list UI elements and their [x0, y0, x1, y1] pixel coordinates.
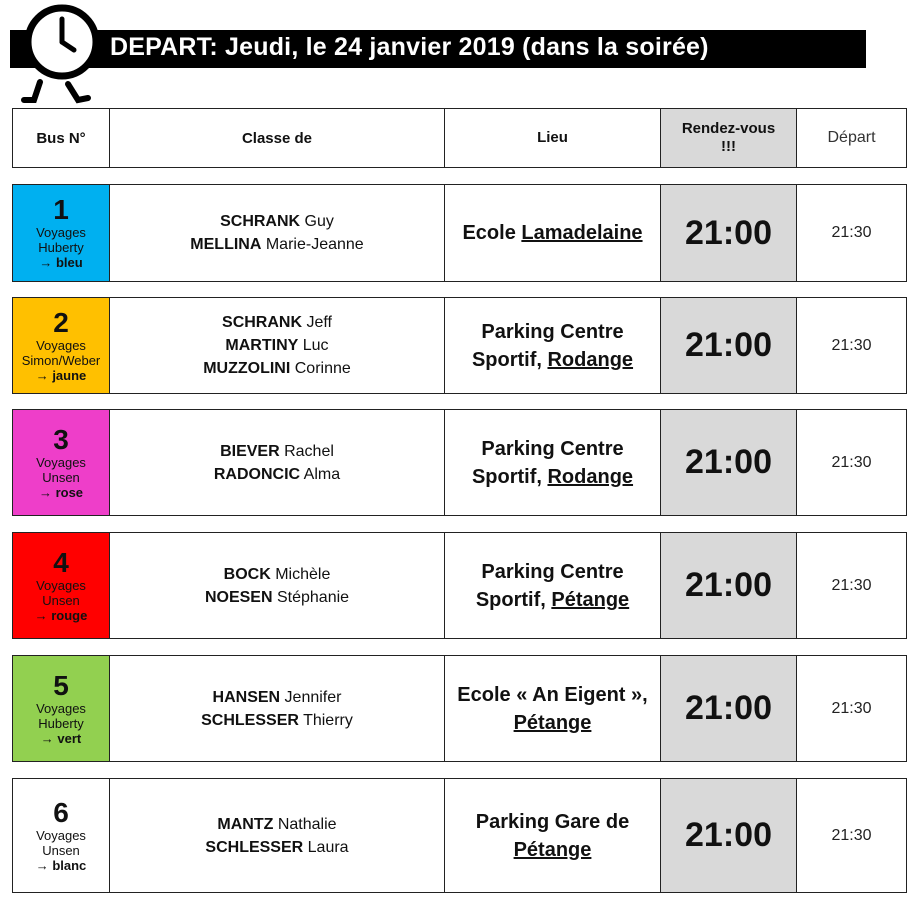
teacher-first-name: Rachel: [279, 442, 334, 460]
rdv-time: 21:00: [661, 410, 797, 515]
bus-operator: Voyages: [36, 337, 86, 353]
class-teacher: [203, 357, 351, 380]
class-cell: [110, 779, 445, 892]
lieu-line-2: [472, 346, 633, 374]
bus-operator-name: Unsen: [42, 469, 80, 485]
teacher-last-name: SCHLESSER: [201, 711, 299, 729]
depart-time: 21:30: [831, 699, 872, 717]
lieu-line-1: [457, 681, 647, 709]
lieu-cell: [445, 533, 661, 638]
table-row: [12, 655, 907, 762]
teacher-first-name: Jennifer: [280, 688, 342, 706]
lieu-cell: [445, 779, 661, 892]
depart-time: 21:30: [831, 576, 872, 594]
depart-time: 21:30: [831, 453, 872, 471]
class-teacher: [225, 334, 328, 357]
bus-operator-name: Huberty: [38, 240, 84, 255]
bus-color-label: → jaune: [35, 367, 87, 383]
lieu-line-1: [462, 219, 642, 247]
bus-operator-name: Unsen: [42, 592, 80, 608]
lieu-text: Ecole « An Eigent »,: [457, 683, 648, 706]
header-classe: Classe de: [110, 109, 445, 167]
rdv-time: 21:00: [661, 185, 797, 281]
lieu-place: Rodange: [547, 348, 634, 371]
class-teacher: [224, 563, 331, 586]
header-bus: Bus N°: [13, 109, 110, 167]
teacher-last-name: NOESEN: [204, 588, 273, 606]
bus-color-label: → rose: [38, 484, 84, 500]
table-row: [12, 409, 907, 516]
teacher-last-name: HANSEN: [212, 688, 281, 706]
lieu-text: Sportif,: [471, 348, 548, 371]
lieu-text: Sportif,: [475, 588, 552, 611]
lieu-place: Rodange: [547, 465, 634, 488]
class-cell: [110, 185, 445, 281]
bus-number: 3: [53, 423, 69, 455]
class-teacher: [213, 686, 342, 709]
teacher-first-name: Jeff: [302, 314, 332, 331]
bus-number: 5: [53, 669, 69, 701]
header-rdv-mark: !!!: [721, 138, 736, 155]
class-teacher: [220, 440, 334, 463]
bus-operator: Voyages: [36, 454, 86, 470]
class-teacher: [220, 210, 334, 233]
table-header: [12, 108, 907, 168]
header-rdv-label: Rendez-vous: [681, 120, 776, 137]
lieu-place: Lamadelaine: [521, 222, 643, 244]
teacher-last-name: SCHRANK: [220, 213, 301, 230]
title-bar: [10, 30, 866, 68]
class-cell: [110, 410, 445, 515]
header-lieu: Lieu: [445, 109, 661, 167]
bus-number: 6: [53, 796, 69, 828]
class-teacher: [201, 709, 353, 732]
bus-operator: Voyages: [36, 225, 86, 240]
bus-cell: [13, 185, 110, 281]
teacher-last-name: RADONCIC: [213, 465, 301, 483]
header-depart: Départ: [827, 129, 876, 146]
header-rdv: [661, 109, 797, 167]
class-teacher: [205, 836, 348, 859]
lieu-text: Ecole: [462, 222, 522, 244]
lieu-cell: [445, 298, 661, 393]
bus-number: 2: [53, 306, 69, 338]
bus-operator: Voyages: [36, 827, 86, 843]
class-teacher: [222, 311, 332, 334]
teacher-first-name: Guy: [300, 213, 334, 230]
lieu-text: Parking Centre: [481, 560, 624, 583]
class-cell: [110, 656, 445, 761]
class-teacher: [190, 233, 363, 256]
lieu-place: Pétange: [551, 588, 630, 611]
table-row: [12, 532, 907, 639]
bus-color-label: → bleu: [39, 255, 83, 270]
lieu-text: Parking Centre: [481, 320, 624, 343]
lieu-line-1: [481, 558, 623, 586]
class-teacher: [205, 586, 349, 609]
table-row: [12, 184, 907, 282]
class-teacher: [214, 463, 340, 486]
depart-time: 21:30: [831, 336, 872, 354]
lieu-line-2: [476, 586, 629, 614]
teacher-first-name: Michèle: [270, 565, 331, 583]
teacher-last-name: SCHRANK: [222, 314, 303, 331]
lieu-text: Parking Centre: [481, 437, 624, 460]
class-teacher: [217, 813, 336, 836]
teacher-last-name: MARTINY: [225, 337, 299, 354]
clock-icon: [20, 4, 104, 106]
class-cell: [110, 298, 445, 393]
bus-operator: Voyages: [36, 577, 86, 593]
depart-time: 21:30: [831, 826, 872, 844]
teacher-last-name: BIEVER: [220, 442, 280, 460]
teacher-last-name: MELLINA: [190, 236, 262, 253]
bus-operator-name: Huberty: [38, 715, 84, 731]
lieu-place: Pétange: [513, 838, 592, 861]
bus-operator: Voyages: [36, 700, 86, 716]
bus-number: 1: [53, 194, 69, 225]
lieu-cell: [445, 185, 661, 281]
bus-operator-name: Simon/Weber: [21, 352, 101, 368]
rdv-time: 21:00: [661, 533, 797, 638]
bus-color-label: → blanc: [35, 857, 87, 873]
lieu-text: Sportif,: [471, 465, 548, 488]
bus-number: 4: [53, 546, 69, 578]
teacher-last-name: BOCK: [223, 565, 271, 583]
lieu-line-2: [514, 836, 592, 864]
page-title: DEPART: Jeudi, le 24 janvier 2019 (dans la soirée): [110, 33, 709, 61]
teacher-last-name: MANTZ: [217, 815, 274, 833]
teacher-first-name: Nathalie: [273, 815, 337, 833]
teacher-first-name: Marie-Jeanne: [261, 236, 364, 253]
rdv-time: 21:00: [661, 656, 797, 761]
lieu-line-1: [476, 808, 629, 836]
teacher-last-name: MUZZOLINI: [203, 360, 291, 377]
bus-operator-name: Unsen: [42, 842, 80, 858]
depart-time: 21:30: [831, 224, 872, 241]
table-row: [12, 778, 907, 893]
teacher-first-name: Luc: [298, 337, 329, 354]
bus-cell: [13, 298, 110, 393]
bus-color-label: → vert: [40, 730, 82, 746]
table-row: [12, 297, 907, 394]
bus-cell: [13, 779, 110, 892]
rdv-time: 21:00: [661, 298, 797, 393]
bus-cell: [13, 533, 110, 638]
rdv-time: 21:00: [661, 779, 797, 892]
teacher-first-name: Stéphanie: [272, 588, 350, 606]
lieu-text: Parking Gare de: [475, 810, 630, 833]
lieu-cell: [445, 656, 661, 761]
lieu-cell: [445, 410, 661, 515]
teacher-last-name: SCHLESSER: [205, 838, 304, 856]
lieu-line-2: [514, 709, 592, 737]
class-cell: [110, 533, 445, 638]
lieu-line-1: [481, 435, 623, 463]
lieu-line-2: [472, 463, 633, 491]
teacher-first-name: Corinne: [290, 360, 351, 377]
teacher-first-name: Alma: [300, 465, 341, 483]
teacher-first-name: Thierry: [298, 711, 353, 729]
bus-color-label: → rouge: [34, 607, 88, 623]
bus-cell: [13, 656, 110, 761]
lieu-line-1: [481, 318, 623, 346]
bus-cell: [13, 410, 110, 515]
teacher-first-name: Laura: [303, 838, 349, 856]
lieu-place: Pétange: [513, 711, 592, 734]
